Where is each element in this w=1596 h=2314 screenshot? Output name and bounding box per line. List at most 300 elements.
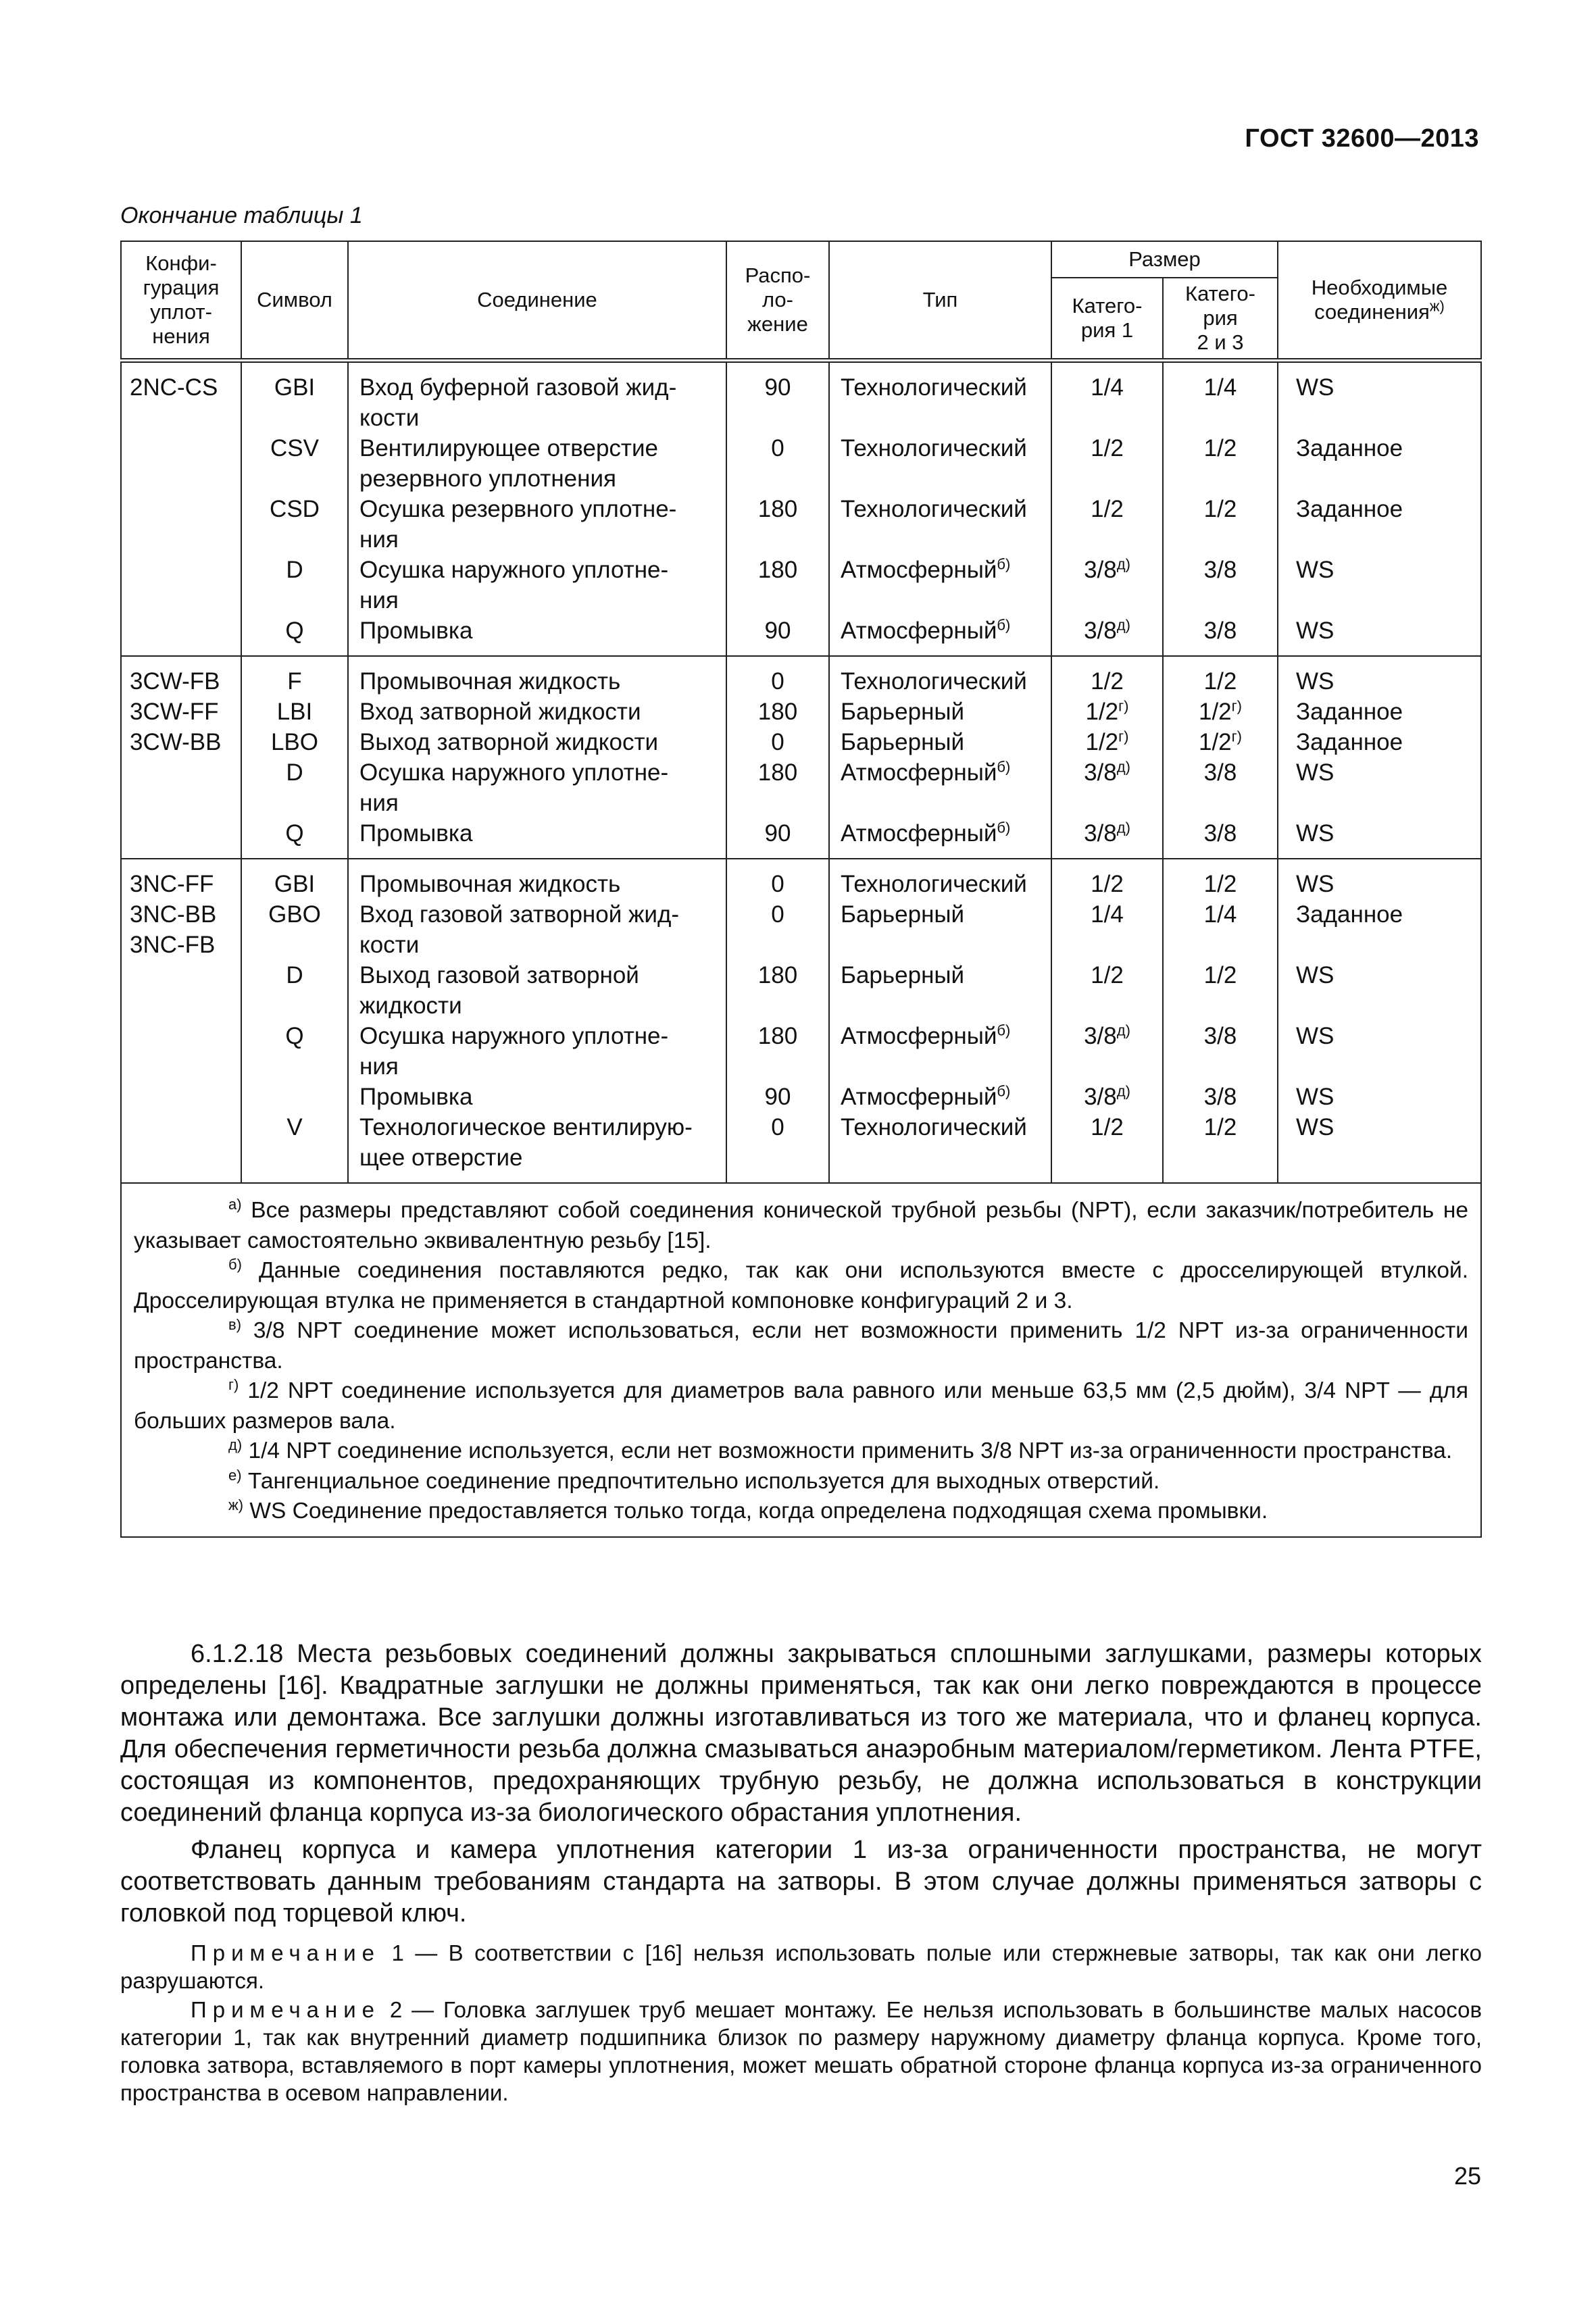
category-1-text: 1/2 <box>1085 729 1119 755</box>
footnote-mark: г) <box>1118 728 1129 745</box>
note-2 <box>120 1996 1482 2107</box>
position-cell <box>726 859 829 1183</box>
position <box>727 433 828 494</box>
type-text: Барьерный <box>841 699 965 725</box>
position <box>727 1082 828 1112</box>
config-cell <box>121 656 241 859</box>
required-text: Заданное <box>1296 729 1403 755</box>
connection-cell <box>348 361 726 657</box>
config-label: 3NC-FF <box>130 871 214 897</box>
note-label: Примечание <box>191 1997 381 2022</box>
footnote-mark: д) <box>1116 819 1130 836</box>
connection-name <box>359 555 718 615</box>
category-1 <box>1052 494 1162 555</box>
required <box>1296 1082 1480 1112</box>
type <box>841 697 1051 727</box>
connection-line: Технологическое вентилирую- <box>359 1114 693 1140</box>
header-config: Конфи- гурация уплот- нения <box>121 241 241 361</box>
category-2-3-text: 1/2 <box>1203 668 1237 695</box>
connection-line: щее отверстие <box>359 1145 523 1171</box>
required <box>1296 899 1480 960</box>
symbol-text: GBI <box>274 374 316 401</box>
category-2-3 <box>1164 494 1277 555</box>
type-text: Барьерный <box>841 729 965 755</box>
position <box>727 899 828 960</box>
position-text: 0 <box>771 1114 784 1140</box>
symbol <box>242 869 347 899</box>
header-symbol: Символ <box>241 241 348 361</box>
category-2-3-text: 1/2 <box>1203 435 1237 461</box>
category-1-cell <box>1051 859 1163 1183</box>
connection-name <box>359 757 718 818</box>
position-text: 180 <box>757 496 798 522</box>
footnote-text: Тангенциальное соединение предпочтительно используется для выходных отверстий. <box>241 1468 1160 1494</box>
category-1 <box>1052 615 1162 646</box>
required-text: WS <box>1296 1114 1335 1140</box>
footnote-mark: г) <box>228 1376 239 1393</box>
category-1-text: 1/2 <box>1091 871 1124 897</box>
header-type: Тип <box>829 241 1051 361</box>
category-2-3 <box>1164 433 1277 494</box>
symbol <box>242 555 347 615</box>
category-1 <box>1052 818 1162 849</box>
connection-line: Вентилирующее отверстие <box>359 435 658 461</box>
category-2-3-text: 1/2 <box>1203 871 1237 897</box>
table-group <box>121 361 1481 657</box>
type <box>841 960 1051 1021</box>
table-footnotes <box>121 1183 1481 1537</box>
connection-name <box>359 372 718 433</box>
category-1 <box>1052 899 1162 960</box>
connection-line: Промывка <box>359 618 473 644</box>
category-2-3-text: 3/8 <box>1203 618 1237 644</box>
symbol <box>242 818 347 849</box>
required <box>1296 869 1480 899</box>
config-label: 3CW-FF <box>130 699 219 725</box>
type-text: Атмосферный <box>841 759 997 786</box>
category-2-3-text: 3/8 <box>1203 557 1237 583</box>
note-text: 2 — Головка заглушек труб мешает монтажу. Ее нельзя использовать в большинстве малых насосов категории 1, так как внутренний диаметр подшипника близок по размеру наружному диаметру фланца корпуса. Кроме того, головка затвора, вставляемого в порт камеры уплотнения, может мешать обратной стороне фланца корпуса из-за ограниченного пространства в осевом направлении. <box>120 1997 1482 2105</box>
symbol <box>242 666 347 697</box>
position-text: 180 <box>757 759 798 786</box>
required-text: Заданное <box>1296 699 1403 725</box>
position <box>727 1021 828 1082</box>
category-1-cell <box>1051 656 1163 859</box>
type-cell <box>829 656 1051 859</box>
position <box>727 869 828 899</box>
footnote-text: Все размеры представляют собой соединения конической трубной резьбы (NPT), если заказчик/потребитель не указывает самостоятельно эквивалентную резьбу [15]. <box>134 1198 1468 1253</box>
category-2-3-text: 1/2 <box>1198 699 1232 725</box>
connection-name <box>359 494 718 555</box>
category-2-3 <box>1164 666 1277 697</box>
category-2-3 <box>1164 555 1277 615</box>
standard-designation: ГОСТ 32600—2013 <box>1245 124 1479 153</box>
connection-line: Промывочная жидкость <box>359 871 621 897</box>
position <box>727 666 828 697</box>
category-1 <box>1052 757 1162 818</box>
connection-line: Вход затворной жидкости <box>359 699 641 725</box>
category-2-3 <box>1164 1021 1277 1082</box>
symbol-text: F <box>287 668 302 695</box>
category-2-3 <box>1164 1112 1277 1173</box>
category-2-3-text: 1/2 <box>1203 962 1237 988</box>
connection-line: ния <box>359 790 399 816</box>
position <box>727 697 828 727</box>
footnote-mark: д) <box>1116 616 1130 634</box>
table-body <box>121 361 1481 1184</box>
category-2-3-text: 1/2 <box>1198 729 1232 755</box>
position <box>727 818 828 849</box>
footnote <box>134 1376 1468 1436</box>
required-text: Заданное <box>1296 901 1403 928</box>
symbol-cell <box>241 361 348 657</box>
position-text: 180 <box>757 557 798 583</box>
header-position: Распо- ло- жение <box>726 241 829 361</box>
connection-line: резервного уплотнения <box>359 466 616 492</box>
position <box>727 615 828 646</box>
type-text: Технологический <box>841 871 1027 897</box>
category-1 <box>1052 960 1162 1021</box>
header-size: Размер <box>1051 241 1278 278</box>
config-label: 3CW-BB <box>130 729 222 755</box>
paragraph-flange <box>120 1834 1482 1930</box>
symbol-text: CSV <box>270 435 319 461</box>
position-text: 180 <box>757 699 798 725</box>
category-1-text: 1/2 <box>1091 496 1124 522</box>
connection-line: жидкости <box>359 992 462 1019</box>
type <box>841 1082 1051 1112</box>
connection-line: Осушка наружного уплотне- <box>359 557 669 583</box>
symbol-text: GBO <box>268 901 321 928</box>
paragraph: Фланец корпуса и камера уплотнения категории 1 из-за ограниченности пространства, не могут соответствовать данным требованиям стандарта на затворы. В этом случае должны применяться затворы с головкой под торцевой ключ. <box>120 1836 1482 1928</box>
footnote-mark: г) <box>1118 697 1129 715</box>
footnote <box>134 1196 1468 1256</box>
connection-name <box>359 960 718 1021</box>
type <box>841 615 1051 646</box>
symbol-text: GBI <box>274 871 316 897</box>
symbol <box>242 1082 347 1112</box>
type-text: Технологический <box>841 435 1027 461</box>
connection-cell <box>348 656 726 859</box>
symbol-text: D <box>286 962 303 988</box>
position-text: 180 <box>757 962 798 988</box>
category-1-text: 3/8 <box>1084 759 1117 786</box>
footnote-mark: г) <box>1231 728 1242 745</box>
required-text: WS <box>1296 374 1335 401</box>
required-text: Заданное <box>1296 496 1403 522</box>
required-text: WS <box>1296 557 1335 583</box>
symbol-text: Q <box>285 618 304 644</box>
category-1 <box>1052 727 1162 757</box>
connection-line: кости <box>359 932 420 958</box>
footnote-text: 3/8 NPT соединение может использоваться, если нет возможности применить 1/2 NPT из-за ограниченности пространства. <box>134 1318 1468 1374</box>
type-text: Барьерный <box>841 962 965 988</box>
footnote-mark: д) <box>1116 1022 1130 1039</box>
connection-line: ния <box>359 526 399 553</box>
symbol <box>242 494 347 555</box>
required <box>1296 727 1480 757</box>
connection-line: Осушка наружного уплотне- <box>359 759 669 786</box>
footnote-mark: б) <box>997 555 1011 573</box>
footnote-mark: е) <box>228 1466 242 1484</box>
category-1-text: 1/4 <box>1091 374 1124 401</box>
connection-line: Выход затворной жидкости <box>359 729 659 755</box>
required <box>1296 372 1480 433</box>
category-2-3 <box>1164 727 1277 757</box>
symbol <box>242 727 347 757</box>
symbol-text: CSD <box>270 496 320 522</box>
category-1 <box>1052 1082 1162 1112</box>
footnote-mark: б) <box>997 819 1011 836</box>
category-2-3-text: 3/8 <box>1203 1023 1237 1049</box>
type-text: Атмосферный <box>841 618 997 644</box>
position-cell <box>726 361 829 657</box>
type <box>841 494 1051 555</box>
category-1-text: 3/8 <box>1084 1023 1117 1049</box>
footnote-mark: б) <box>997 1022 1011 1039</box>
symbol <box>242 960 347 1021</box>
category-1 <box>1052 1021 1162 1082</box>
connection-name <box>359 1112 718 1173</box>
category-1 <box>1052 1112 1162 1173</box>
symbol <box>242 757 347 818</box>
position <box>727 372 828 433</box>
symbol <box>242 372 347 433</box>
connection-cell <box>348 859 726 1183</box>
symbol <box>242 433 347 494</box>
footnote-mark: б) <box>228 1255 242 1273</box>
category-2-3-text: 3/8 <box>1203 759 1237 786</box>
footnote-mark: б) <box>997 616 1011 634</box>
table-group <box>121 859 1481 1183</box>
footnote-mark: д) <box>1116 758 1130 776</box>
required <box>1296 818 1480 849</box>
type-text: Технологический <box>841 1114 1027 1140</box>
category-2-3-cell <box>1163 656 1278 859</box>
category-2-3 <box>1164 899 1277 960</box>
category-2-3-text: 3/8 <box>1203 820 1237 847</box>
required-text: WS <box>1296 962 1335 988</box>
position <box>727 960 828 1021</box>
position-text: 0 <box>771 871 784 897</box>
category-2-3 <box>1164 869 1277 899</box>
category-1-text: 3/8 <box>1084 820 1117 847</box>
table-header <box>121 241 1481 361</box>
footnote-mark: а) <box>228 1195 242 1213</box>
symbol <box>242 697 347 727</box>
connection-name <box>359 727 718 757</box>
symbol-text: D <box>286 759 303 786</box>
required <box>1296 494 1480 555</box>
connection-line: Промывка <box>359 1084 473 1110</box>
position <box>727 494 828 555</box>
category-2-3 <box>1164 818 1277 849</box>
connection-name <box>359 869 718 899</box>
footnote-mark: г) <box>1231 697 1242 715</box>
note-text: 1 — В соответствии с [16] нельзя использовать полые или стержневые затворы, так как они легко разрушаются. <box>120 1940 1482 1993</box>
connection-line: Выход газовой затворной <box>359 962 639 988</box>
footnote-mark: в) <box>228 1315 242 1333</box>
position-text: 90 <box>764 820 791 847</box>
position-text: 0 <box>771 668 784 695</box>
footnote-mark: б) <box>997 1082 1011 1100</box>
footnote-mark: д) <box>1116 1082 1130 1100</box>
category-2-3-text: 3/8 <box>1203 1084 1237 1110</box>
category-1-text: 1/2 <box>1091 1114 1124 1140</box>
table-group <box>121 656 1481 859</box>
type-text: Атмосферный <box>841 820 997 847</box>
position <box>727 727 828 757</box>
type <box>841 555 1051 615</box>
symbol-text: Q <box>285 820 304 847</box>
config-label: 3CW-FB <box>130 668 220 695</box>
required-text: WS <box>1296 668 1335 695</box>
required-text: WS <box>1296 1084 1335 1110</box>
position-text: 0 <box>771 901 784 928</box>
footnote <box>134 1256 1468 1316</box>
connection-name <box>359 697 718 727</box>
required-cell <box>1278 361 1481 657</box>
connection-line: Промывочная жидкость <box>359 668 621 695</box>
connection-line: ния <box>359 1053 399 1080</box>
type-text: Технологический <box>841 668 1027 695</box>
category-2-3-cell <box>1163 859 1278 1183</box>
type-text: Технологический <box>841 374 1027 401</box>
position-text: 90 <box>764 1084 791 1110</box>
config-label: 2NC-CS <box>130 374 218 401</box>
required <box>1296 1021 1480 1082</box>
position-text: 0 <box>771 435 784 461</box>
connection-name <box>359 1082 718 1112</box>
symbol-text: D <box>286 557 303 583</box>
connection-line: Вход буферной газовой жид- <box>359 374 677 401</box>
connections-table <box>120 241 1482 1538</box>
symbol-text: V <box>286 1114 303 1140</box>
type <box>841 666 1051 697</box>
required-cell <box>1278 859 1481 1183</box>
type <box>841 818 1051 849</box>
type-text: Атмосферный <box>841 557 997 583</box>
symbol-cell <box>241 656 348 859</box>
footnote-mark: д) <box>1116 555 1130 573</box>
header-category-2-3: Катего- рия 2 и 3 <box>1163 278 1278 361</box>
clause-6-1-2-18 <box>120 1638 1482 1829</box>
category-1-text: 1/2 <box>1091 962 1124 988</box>
position-text: 90 <box>764 618 791 644</box>
position <box>727 1112 828 1173</box>
connection-name <box>359 615 718 646</box>
type-cell <box>829 361 1051 657</box>
type <box>841 899 1051 960</box>
symbol-text: LBO <box>270 729 319 755</box>
required <box>1296 697 1480 727</box>
category-2-3-cell <box>1163 361 1278 657</box>
footnote <box>134 1496 1468 1527</box>
footnote <box>134 1436 1468 1467</box>
position-cell <box>726 656 829 859</box>
category-1 <box>1052 555 1162 615</box>
footnote-mark: д) <box>228 1436 243 1453</box>
header-connection: Соединение <box>348 241 726 361</box>
position-text: 0 <box>771 729 784 755</box>
category-1-cell <box>1051 361 1163 657</box>
config-cell <box>121 361 241 657</box>
required <box>1296 1112 1480 1173</box>
category-2-3 <box>1164 1082 1277 1112</box>
category-1 <box>1052 372 1162 433</box>
category-2-3 <box>1164 697 1277 727</box>
position-text: 180 <box>757 1023 798 1049</box>
required <box>1296 960 1480 1021</box>
type-text: Атмосферный <box>841 1023 997 1049</box>
category-1 <box>1052 666 1162 697</box>
category-1-text: 1/2 <box>1091 435 1124 461</box>
config-label: 3NC-FB <box>130 932 216 958</box>
type <box>841 869 1051 899</box>
position-text: 90 <box>764 374 791 401</box>
category-1 <box>1052 869 1162 899</box>
header-category-1: Катего- рия 1 <box>1051 278 1163 361</box>
category-2-3 <box>1164 372 1277 433</box>
category-1 <box>1052 433 1162 494</box>
header-required-footnote: ж) <box>1429 297 1445 315</box>
category-1-text: 3/8 <box>1084 557 1117 583</box>
footnote-text: Данные соединения поставляются редко, так как они используются вместе с дросселирующей втулкой. Дросселирующая втулка не применяется в стандартной компоновке конфигураций 2 и 3. <box>134 1258 1468 1313</box>
connection-name <box>359 818 718 849</box>
footnote <box>134 1467 1468 1497</box>
required <box>1296 615 1480 646</box>
position <box>727 555 828 615</box>
footnote-text: 1/2 NPT соединение используется для диаметров вала равного или меньше 63,5 мм (2,5 дюйм), 3/4 NPT — для больших размеров вала. <box>134 1378 1468 1434</box>
connection-line: Осушка наружного уплотне- <box>359 1023 669 1049</box>
connection-name <box>359 433 718 494</box>
connection-name <box>359 666 718 697</box>
symbol <box>242 899 347 960</box>
required-text: Заданное <box>1296 435 1403 461</box>
symbol-text: Q <box>285 1023 304 1049</box>
symbol <box>242 1112 347 1173</box>
page-number: 25 <box>1453 2162 1481 2190</box>
required-text: WS <box>1296 871 1335 897</box>
connection-line: Осушка резервного уплотне- <box>359 496 677 522</box>
required <box>1296 433 1480 494</box>
note-label: Примечание <box>191 1940 381 1965</box>
category-2-3-text: 1/2 <box>1203 496 1237 522</box>
config-cell <box>121 859 241 1183</box>
required-text: WS <box>1296 759 1335 786</box>
category-2-3-text: 1/4 <box>1203 901 1237 928</box>
footnote-mark: ж) <box>228 1496 244 1513</box>
category-2-3 <box>1164 960 1277 1021</box>
required-text: WS <box>1296 618 1335 644</box>
type <box>841 372 1051 433</box>
type-text: Атмосферный <box>841 1084 997 1110</box>
connection-name <box>359 899 718 960</box>
symbol-text: LBI <box>276 699 313 725</box>
footnote-text: 1/4 NPT соединение используется, если нет возможности применить 3/8 NPT из-за ограниченности пространства. <box>242 1438 1453 1463</box>
header-required: Необходимые соединения$^{ж)}$ <box>1278 241 1481 361</box>
connection-line: Вход газовой затворной жид- <box>359 901 680 928</box>
required <box>1296 555 1480 615</box>
type <box>841 1112 1051 1173</box>
required-text: WS <box>1296 1023 1335 1049</box>
connection-line: ния <box>359 587 399 613</box>
connection-name <box>359 1021 718 1082</box>
category-2-3-text: 1/2 <box>1203 1114 1237 1140</box>
type <box>841 433 1051 494</box>
category-1-text: 3/8 <box>1084 1084 1117 1110</box>
config-label: 3NC-BB <box>130 901 217 928</box>
